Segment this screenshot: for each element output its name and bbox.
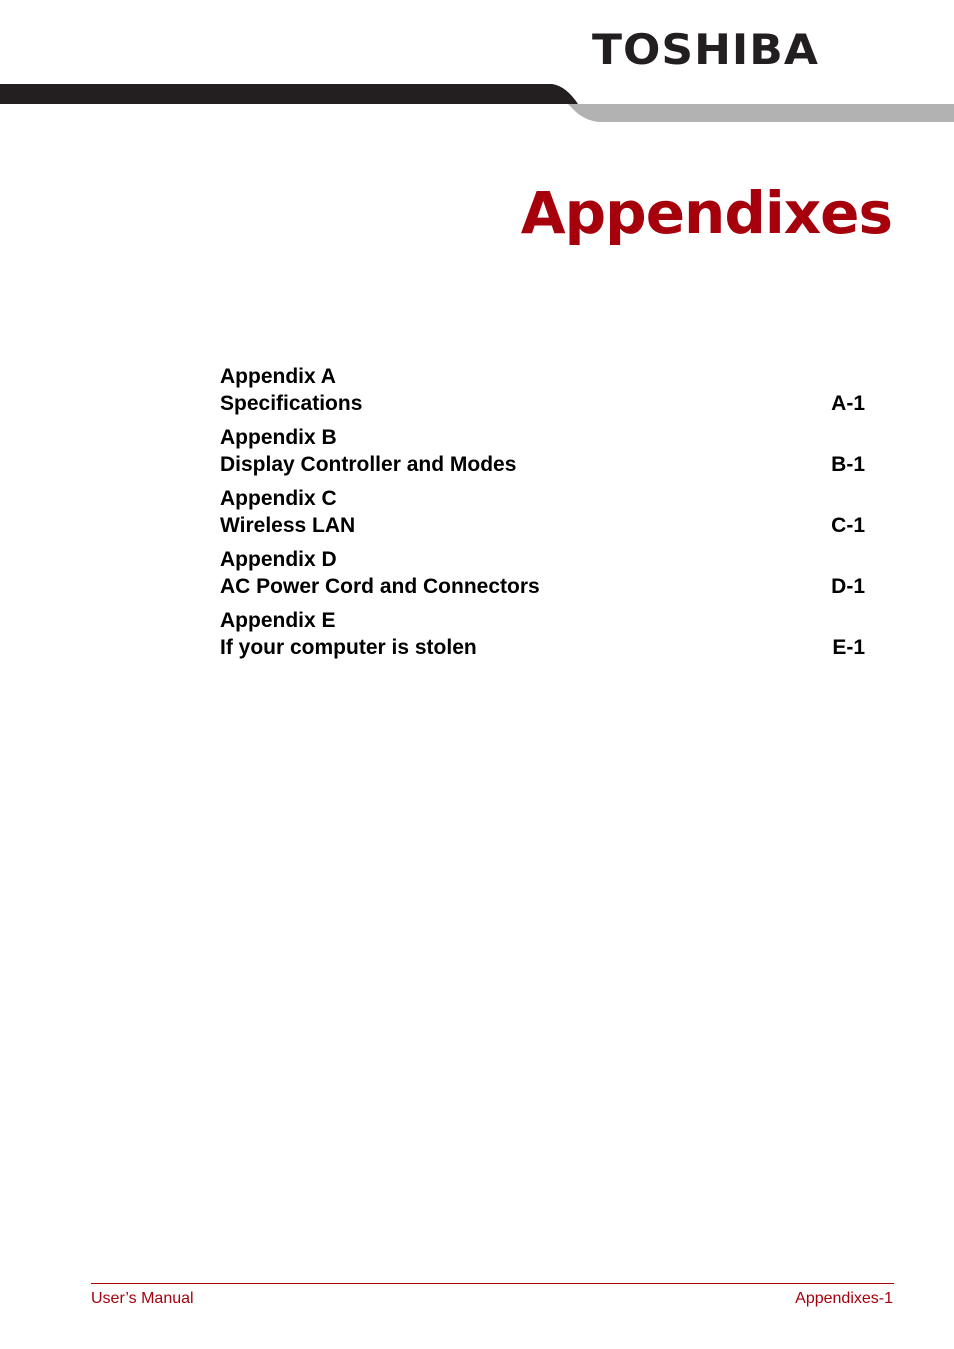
footer-page-number: Appendixes-1	[795, 1290, 893, 1307]
toc-label: Appendix E	[220, 609, 336, 632]
toc-entry-appendix-b[interactable]	[220, 424, 865, 485]
toc-entry-appendix-a[interactable]	[220, 363, 865, 424]
toc-label: Appendix D	[220, 548, 337, 571]
toc-page-number: E-1	[832, 636, 865, 659]
toc-title: Wireless LAN	[220, 514, 356, 537]
header-light-bar	[568, 104, 954, 122]
header-bars	[0, 84, 954, 124]
header-dark-bar	[0, 84, 578, 104]
toc-title: Specifications	[220, 392, 363, 415]
toshiba-logo: TOSHIBA	[592, 26, 819, 75]
chapter-title: Appendixes	[520, 179, 892, 247]
toc-entry-appendix-c[interactable]	[220, 485, 865, 546]
toc-page-number: B-1	[831, 453, 865, 476]
toc-page-number: D-1	[831, 575, 865, 598]
toc-label: Appendix C	[220, 487, 337, 510]
footer-manual-name: User’s Manual	[91, 1290, 194, 1307]
toc-page-number: A-1	[831, 392, 865, 415]
toc-entry-appendix-d[interactable]	[220, 546, 865, 607]
toc-label: Appendix B	[220, 426, 337, 449]
toc-entry-appendix-e[interactable]	[220, 607, 865, 668]
toc-title: Display Controller and Modes	[220, 453, 517, 476]
toc-title: If your computer is stolen	[220, 636, 477, 659]
table-of-contents	[220, 363, 865, 668]
footer-divider	[91, 1283, 894, 1284]
toc-title: AC Power Cord and Connectors	[220, 575, 540, 598]
toc-label: Appendix A	[220, 365, 336, 388]
toc-page-number: C-1	[831, 514, 865, 537]
